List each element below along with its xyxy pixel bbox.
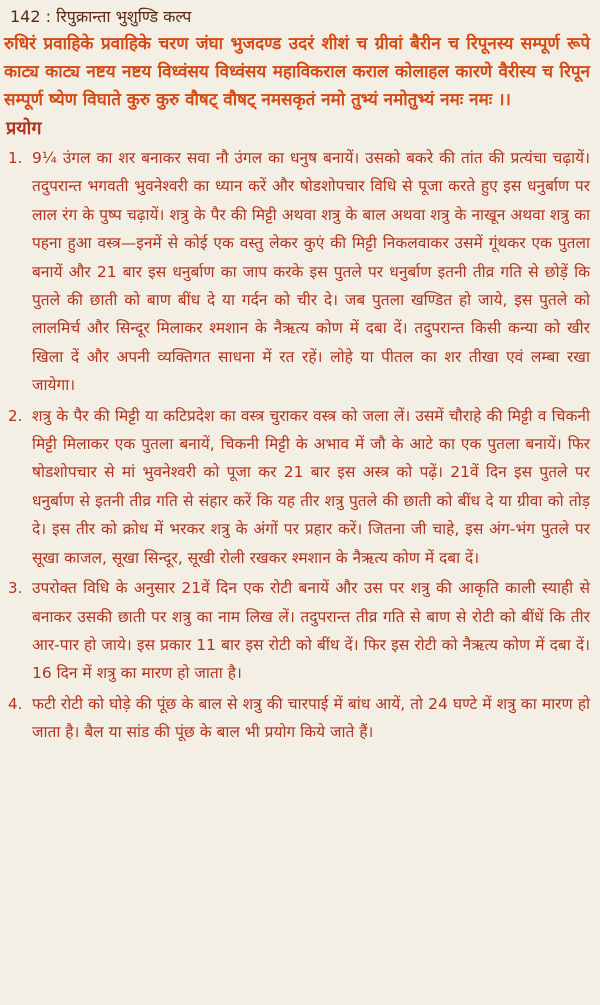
mantra-paragraph: रुधिरं प्रवाहिके प्रवाहिके चरण जंघा भुजदण्ड उदरं शीशं च ग्रीवां बैरीन च रिपूनस्य सम्पूर्ण रूपे काट्य काट्य नष्टय नष्टय विध्वंसय विध्वंसय महाविकराल कराल कोलाहल कारणे वैरीस्य च रिपून सम्पूर्ण ष्येण विघाते कुरु कुरु वौषट् वौषट् नमसकृतं नमो तुभ्यं नमोतुभ्यं नमः नमः ।। <box>4 34 590 110</box>
list-item <box>4 574 590 688</box>
item-text: शत्रु के पैर की मिट्टी या कटिप्रदेश का वस्त्र चुराकर वस्त्र को जला लें। उसमें चौराहे की मिट्टी व चिकनी मिट्टी मिलाकर एक पुतला बनायें, चिकनी मिट्टी के अभाव में जौ के आटे का एक पुतला बनायें। फिर षोडशोपचार से मां भुवनेश्वरी को पूजा कर 21 बार इस अस्त्र को पढ़ें। 21वें दिन इस पुतले पर धनुर्बाण से इतनी तीव्र गति से संहार करें कि यह तीर शत्रु पुतले की छाती को बींध दे या ग्रीवा को तोड़ दे। इस तीर को क्रोध में भरकर शत्रु के अंगों पर प्रहार करें। जितना जी चाहे, इस अंग-भंग पुतले पर सूखा काजल, सूखा सिन्दूर, सूखी रोली रखकर श्मशान के नैऋत्य कोण में दबा दें। <box>32 406 590 567</box>
list-item <box>4 402 590 572</box>
item-number: 4. <box>8 694 23 713</box>
item-text: फटी रोटी को घोड़े की पूंछ के बाल से शत्रु की चारपाई में बांध आयें, तो 24 घण्टे में शत्रु का मारण हो जाता है। बैल या सांड की पूंछ के बाल भी प्रयोग किये जाते हैं। <box>32 694 590 742</box>
list-item <box>4 690 590 747</box>
list-item <box>4 144 590 400</box>
page-header: 142 : रिपुक्रान्ता भुशुण्डि कल्प <box>10 7 192 26</box>
item-text: 9¼ उंगल का शर बनाकर सवा नौ उंगल का धनुष बनायें। उसको बकरे की तांत की प्रत्यंचा चढ़ायें। तदुपरान्त भगवती भुवनेश्वरी का ध्यान करें और षोडशोपचार विधि से पूजा करते हुए इस धनुर्बाण पर लाल रंग के पुष्प चढ़ायें। शत्रु के पैर की मिट्टी अथवा शत्रु के बाल अथवा शत्रु के नाखून अथवा शत्रु का पहना हुआ वस्त्र—इनमें से कोई एक वस्तु लेकर कुएं की मिट्टी निकलवाकर उसमें गूंथकर एक पुतला बनायें और 21 बार इस धनुर्बाण का जाप करके इस पुतले पर धनुर्बाण इतनी तीव्र गति से छोड़ें कि पुतले की छाती को बाण बींध दे या गर्दन को चीर दे। जब पुतला खण्डित हो जाये, इस पुतले को लालमिर्च और सिन्दूर मिलाकर श्मशान के नैऋत्य कोण में दबा दें। तदुपरान्त किसी कन्या को खीर खिला दें और अपनी व्यक्तिगत साधना में रत रहें। लोहे या पीतल का शर तीखा एवं लम्बा रखा जायेगा। <box>32 149 590 395</box>
item-number: 1. <box>8 149 23 167</box>
section-title: प्रयोग <box>6 118 42 139</box>
item-text: उपरोक्त विधि के अनुसार 21वें दिन एक रोटी बनायें और उस पर शत्रु की आकृति काली स्याही से बनाकर उसकी छाती पर शत्रु का नाम लिख लें। तदुपरान्त तीव्र गति से बाण से रोटी को बींधें कि तीर आर-पार हो जाये। इस प्रकार 11 बार इस रोटी को बींध दें। फिर इस रोटी को नैऋत्य कोण में दबा दें। 16 दिन में शत्रु का मारण हो जाता है। <box>32 579 590 683</box>
item-number: 3. <box>8 579 23 598</box>
item-number: 2. <box>8 406 23 425</box>
